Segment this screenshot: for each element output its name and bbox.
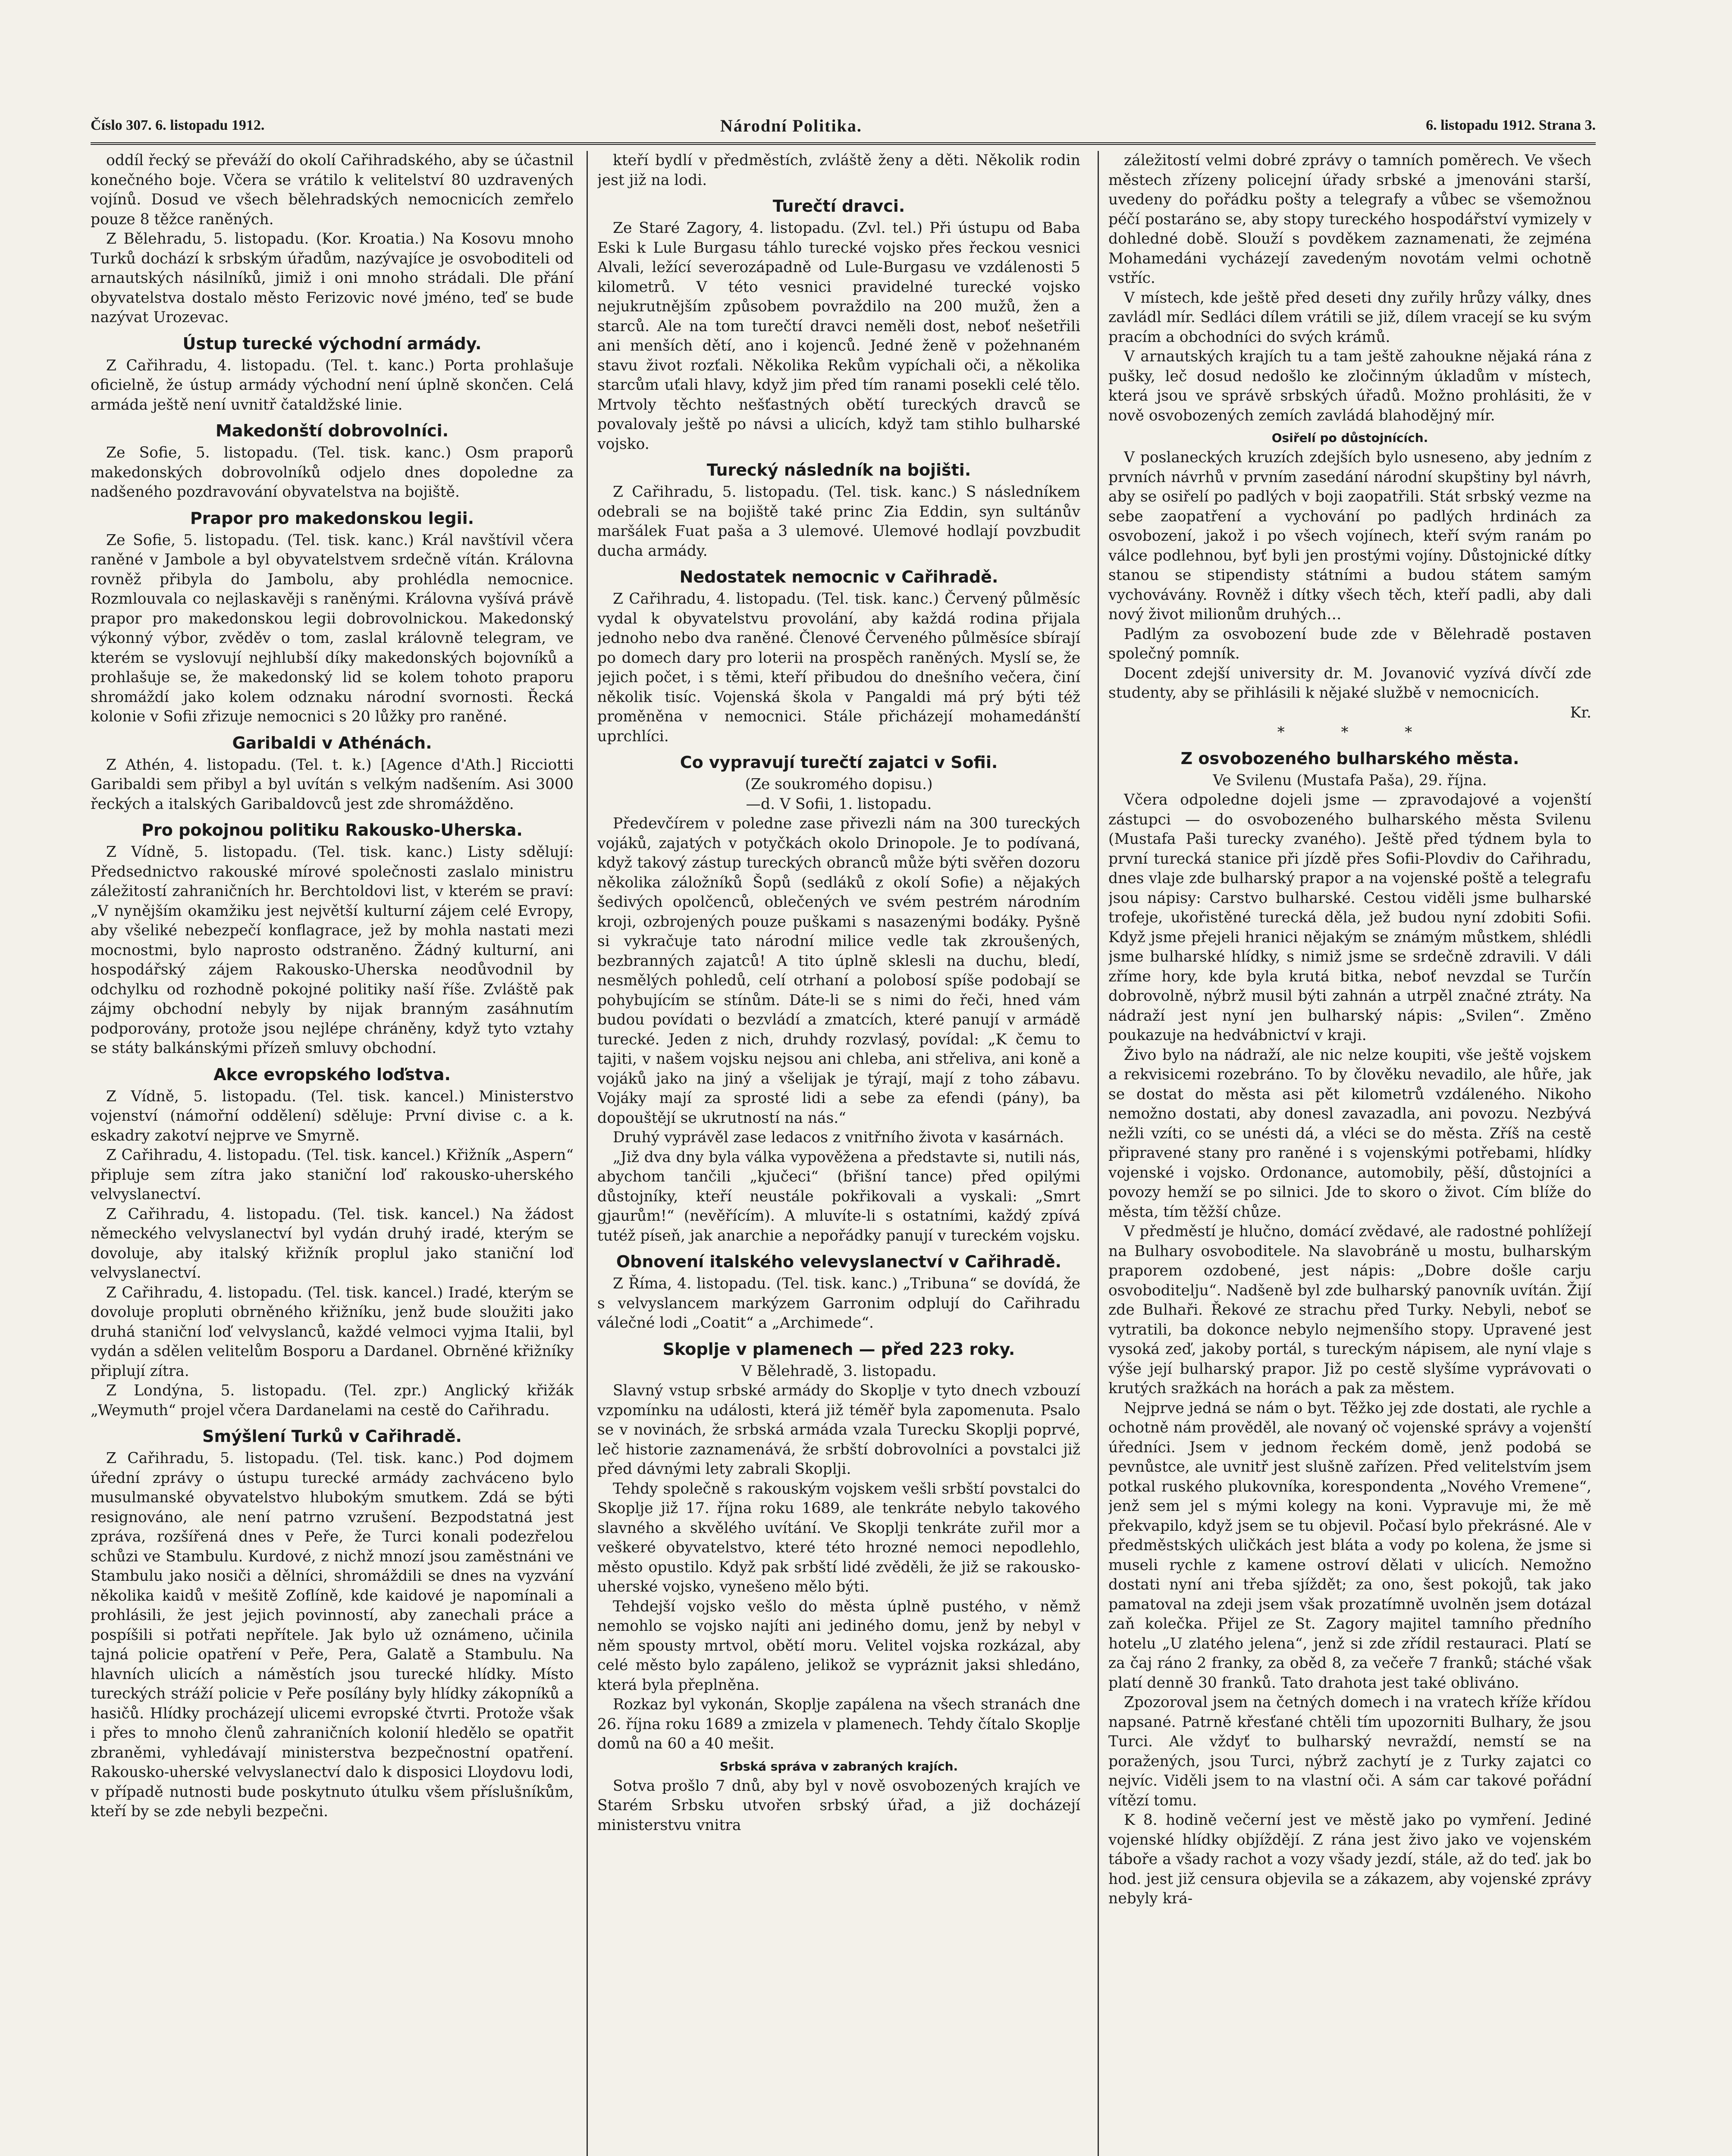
column-1 [91,151,574,2156]
article-text: Z Cařihradu, 4. listopadu. (Tel. t. kanc.) Porta prohlašuje oficielně, že ústup armády východní není úplně skončen. Celá armáda ještě není uvnitř čataldžské linie. [91,357,574,414]
article-text: Z Cařihradu, 4. listopadu. (Tel. tisk. kanc.) Červený půlměsíc vydal k obyvatelstvu provolání, aby každá rodina přijala jednoho nebo dva raněné. Členové Červeného půlměsíce sbírají po domech dary pro loterii na prospěch raněných. Myslí se, že jejich počet, i s těmi, kteří přibudou do dnešního večera, činí několik tisíc. Vojenská škola v Pangaldi má prý býti též proměněna v nemocnici. Stále přicházejí mohamedánští uprchlíci. [597,590,1080,745]
article-text: Ze Staré Zagory, 4. listopadu. (Zvl. tel.) Při ústupu od Baba Eski k Lule Burgasu táhlo turecké vojsko přes řeckou vesnici Alvali, ležící severozápadně od Lule-Burgasu ve vzdálenosti 5 kilometrů. V této vesnici pravidelné turecké vojsko nejukrutnějším způsobem povraždilo na 200 mužů, žen a starců. Ale na tom turečtí dravci neměli dost, neboť nešetřili ani menších dětí, ano i kojenců. Jedné ženě v požehnaném stavu život rozťali. Několika Rekům vypíchali oči, a několika starcům uťali hlavy, když jim před tím ranami posekli celé tělo. Mrtvoly těchto nešťastných obětí tureckých dravců se povalovaly ještě po návsi a ulicích, když tam stihlo bulharské vojsko. [597,219,1080,453]
article-text: Z Cařihradu, 5. listopadu. (Tel. tisk. kanc.) Pod dojmem úřední zprávy o ústupu turecké armády zachváceno bylo musulmanské obyvatelstvo hlubokým smutkem. Zdá se býti resignováno, ale není patrno vzrušení. Bezpodstatná jest zpráva, rozšířená dnes v Peře, že Turci konali podezřelou schůzi ve Stambulu. Kurdové, z nichž mnozí jsou zaměstnáni ve Stambulu jako nosiči a dělníci, shromáždili se dnes na vyzvání několika kaidů v mešitě Zoflíně, kde kaidové je napomínali a prohlásili, že jest jejich povinností, aby zanechali práce a pospíšili si potřati nepřítele. Jak bylo už oznámeno, učinila tajná policie opatření v Peře, Pera, Galatě a Stambulu. Na hlavních ulicích a náměstích jsou turecké hlídky. Místo tureckých stráží policie v Peře posílány byly hlídky zákopníků a hasičů. Hlídky procházejí ulicemi evropské čtvrti. Protože však i přes to mnoho členů zahraničních kolonií hledělo se opatřit zbraněmi, vyhledávají ministerstva bezpečnostní opatření. Rakousko-uherské velvyslanectví dalo k disposici Lloydovu lodi, v případě nutnosti bude poskytnuto útulku všem příslušníkům, kteří by se zde nebyli bezpečni. [91,1450,574,1820]
newspaper-page [91,112,1596,2156]
article-heading: Skoplje v plamenech — před 223 roky. [662,1339,1015,1359]
author-signature: Kr. [1570,704,1591,721]
issue-number: Číslo 307. 6. listopadu 1912. [91,117,265,133]
page-number: 6. listopadu 1912. Strana 3. [1426,117,1596,133]
article-text: Sotva prošlo 7 dnů, aby byl v nově osvobozených krajích ve Starém Srbsku utvořen srbský úřad, a již docházejí ministerstvu vnitra [597,1777,1080,1834]
column-2 [597,151,1080,2156]
article-heading: Makedonští dobrovolníci. [215,421,449,440]
article-subheading: Osiřelí po důstojnících. [1271,431,1428,445]
article-text: Včera odpoledne dojeli jsme — zpravodajové a vojenští zástupci — do osvobozeného bulharského města Svilenu (Mustafa Paši turecky zvaného). Ještě před týdnem byla to první turecká stanice při jízdě přes Sofii-Plovdiv do Cařihradu, dnes vlaje zde bulharský prapor a na vojenské poště a telegrafu jsou nápisy: Carstvo bulharské. Cestou viděli jsme bulharské trofeje, ukořistěné turecká děla, jež budou nyní zdobiti Sofii. Když jsme přejeli hranici nějakým se známým můstkem, shlédli jsme bulharské hlídky, s nimiž jsme se srdečně zdravili. V dáli zříme hory, kde byla krutá bitka, neboť nevzdal se Turčín dobrovolně, nýbrž musil býti zahnán a utrpěl značné ztráty. Na nádraží jest nyní jen bulharský nápis: „Svilen“. Změno poukazuje na hedvábnictví v kraji. [1108,791,1591,1044]
article-text: Ze Sofie, 5. listopadu. (Tel. tisk. kanc.) Král navštívil včera raněné v Jambole a byl obyvatelstvem srdečně vítán. Královna rovněž přibyla do Jambolu, aby prohlédla nemocnice. Rozmlouvala co nejlaskavěji s raněnými. Královna vyšívá právě prapor pro makedonskou legii dobrovolnickou. Makedonský výkonný výbor, zvěděv o tom, zaslal královně telegram, ve kterém se vyslovují nejhlubší díky makedonských bojovníků a prohlašuje se, že makedonský lid se kolem tohoto praporu shromáždí jako kolem odznaku národní svornosti. Řecká kolonie v Sofii zřizuje nemocnici s 20 lůžky pro raněné. [91,531,574,725]
article-text: Slavný vstup srbské armády do Skoplje v tyto dnech vzbouzí vzpomínku na události, která již téměř byla zapomenuta. Psalo se v novinách, že srbská armáda vzala Turecku Skoplji poprvé, leč historie zaznamenává, že srbští dobrovolníci a povstalci již před dávnými lety zabrali Skoplji. [597,1382,1080,1478]
article-heading: Garibaldi v Athénách. [232,733,432,752]
article-text: oddíl řecký se převáží do okolí Cařihradského, aby se účastnil konečného boje. Včera se vrátilo k velitelství 80 uzdravených vojínů. Dosud ve všech bělehradských nemocnicích zemřelo pouze 8 těžce raněných. [91,152,574,228]
article-text: Z Cařihradu, 5. listopadu. (Tel. tisk. kanc.) S následníkem odebrali se na bojiště také princ Zia Eddin, syn sultánův maršálek Fuat paša a 3 ulemové. Ulemové hodlají povzbudit ducha armády. [597,483,1080,560]
article-text: Padlým za osvobození bude zde v Bělehradě postaven společný pomník. [1108,625,1591,662]
section-separator: * * * [1277,724,1438,741]
article-text: Tehdy společně s rakouským vojskem vešli srbští povstalci do Skoplje již 17. října roku 1689, ale tenkráte nebylo takového slavného a skvělého uvítání. Ve Skoplji tenkráte zuřil mor a veškeré obyvatelstvo, které této hrozné nemoci nepodlehlo, město opustilo. Když pak srbští lidé zvěděli, že již se rakousko-uherské vojsko, vynešeno mělo býti. [597,1480,1080,1595]
column-3 [1108,151,1591,2156]
article-heading: Ústup turecké východní armády. [182,334,482,353]
article-text: V místech, kde ještě před deseti dny zuřily hrůzy války, dnes zavládl mír. Sedláci dílem vrátili se již, dílem vracejí se ku svým pracím a obchodníci do svých krámů. [1108,289,1591,346]
article-text: Z Vídně, 5. listopadu. (Tel. tisk. kanc.) Listy sdělují: Předsednictvo rakouské mírové společnosti zaslalo ministru záležitostí zahraničních hr. Berchtoldovi list, v kterém se praví: „V nynějším okamžiku jest největší kulturní zájem celé Evropy, aby všeliké nebezpečí konflagrace, jež by mohla nastati mezi mocnostmi, bylo naprosto odstraněno. Žádný kulturní, ani hospodářský zájem Rakousko-Uherska neodůvodnil by odchylku od rozhodně pokojné politiky naší říše. Zvláště pak zájmy obchodní nebyly by nijak branným zasáhnutím podporovány, protože jsou nejlépe chráněny, když tyto vztahy se státy balkánskými přízeň smluvy obchodní. [91,843,574,1057]
article-text: Druhý vyprávěl zase ledacos z vnitřního života v kasárnách. [613,1129,1064,1146]
article-text: „Již dva dny byla válka vypověžena a představte si, nutili nás, abychom tančili „kjučeci“ (břišní tance) před opilými důstojníky, kteří neustále pokřikovali a vyskali: „Smrt gjaurům!“ (nevěřícím). A mluvíte-li s ostatními, každý zpívá tutéž píseň, jak anarchie a nepořádky panují v tureckém vojsku. [597,1148,1080,1244]
article-text: Ze Sofie, 5. listopadu. (Tel. tisk. kanc.) Osm praporů makedonských dobrovolníků odjelo dnes dopoledne za nadšeného pozdravování obyvatelstva na bojiště. [91,444,574,501]
article-text: Z Bělehradu, 5. listopadu. (Kor. Kroatia.) Na Kosovu mnoho Turků dochází k srbským úřadům, nazývajíce je osvoboditeli od arnautských násilníků, jimiž i oni mnoho strádali. Dle přání obyvatelstva dostalo město Ferizovic nové jméno, teď se bude nazývat Urozevac. [91,230,574,326]
article-heading: Co vypravují turečtí zajatci v Sofii. [680,753,998,772]
article-heading: Smýšlení Turků v Cařihradě. [202,1427,462,1446]
article-text: Z Cařihradu, 4. listopadu. (Tel. tisk. kancel.) Iradé, kterým se dovoluje propluti obrněného křižníku, jenž bude sloužiti jako druhá staniční loď velvyslanců, každé velmoci vyjma Italii, byl vydán a sdělen velitelům Bosporu a Dardanel. Obrněné křižníky připlují zítra. [91,1284,574,1380]
article-heading: Prapor pro makedonskou legii. [190,508,474,528]
article-text: kteří bydlí v předměstích, zvláště ženy a děti. Několik rodin jest již na lodi. [597,152,1080,189]
article-text: Z Londýna, 5. listopadu. (Tel. zpr.) Anglický křižák „Weymuth“ projel včera Dardanelami na cestě do Cařihradu. [91,1382,574,1419]
newspaper-title: Národní Politika. [720,116,862,135]
dateline: V Bělehradě, 3. listopadu. [741,1362,937,1380]
article-subheading: Srbská správa v zabraných krajích. [719,1759,958,1774]
article-text: Docent zdejší university dr. M. Jovanović vyzívá dívčí zde studenty, aby se přihlásili k nějaké službě v nemocnicích. [1108,664,1591,702]
article-text: Z Athén, 4. listopadu. (Tel. t. k.) [Agence d'Ath.] Ricciotti Garibaldi sem přibyl a byl uvítán s velkým nadšením. Asi 3000 řeckých a italských Garibaldovců jest zde shromážděno. [91,756,574,813]
article-text: V poslaneckých kruzích zdejších bylo usneseno, aby jedním z prvních návrhů v prvním zasedání národní skupštiny byl návrh, aby se osiřelí po padlých v boji zaopatřili. Stát srbský vezme na sebe zaopatření a vychování po padlých hrdinách za osvobození, jakož i po všech vojínech, kteří svým ranám po válce podlehnou, byť byli jen prostými vojíny. Důstojnické dítky stanou se stipendisty státními a budou státem samým vychovávány. Rovněž i dítky všech těch, kteří padli, aby dali nový život milionům druhých… [1108,449,1591,623]
article-text: K 8. hodině večerní jest ve městě jako po vymření. Jediné vojenské hlídky objíždějí. Z rána jest živo jako ve vojenském táboře a všady rachot a vozy všady jezdí, stále, až do teď. jak bo hod. jest již censura objevila se a zákazem, aby vojenské zprávy nebyly krá- [1108,1811,1591,1907]
article-text: V arnautských krajích tu a tam ještě zahoukne nějaká rána z pušky, leč dosud nedošlo ke zločinným úkladům v místech, která jsou ve správě srbských úřadů. Možno prohlásiti, že v nově osvobozených zemích zavládá blahodějný mír. [1108,348,1591,424]
article-text: Nejprve jedná se nám o byt. Těžko jej zde dostati, ale rychle a ochotně nám prověděl, ale novaný oč vojenské správy a vojenští úředníci. Jsem v jednom řeckém domě, jenž podobá se pevnůstce, ale uvnitř jest slušně zařízen. Před velitelstvím jsem potkal ruského plukovníka, korespondenta „Nového Vremene“, jenž sem jel s mými kolegy na koni. Vypravuje mi, že mě překvapilo, když jsem se tu objevil. Počasí bylo překrásné. Ale v předměstských uličkách jest bláta a vody po kolena, že jsme si museli rychle z kamene ostroví dělati v ulicích. Nemožno dostati nyní ani třeba sjíždět; za ono, šest pokojů, tak jako pamatoval na zdeji jsem však prozatímně uvolněn jsem dotázal zaň kolečka. Přijel ze St. Zagory majitel tamního předního hotelu „U zlatého jelena“, jenž si zde zřídil restauraci. Platí se za čaj ráno 2 franky, za oběd 8, za večeře 7 franků; stáché však platí denně 30 franků. Tato drahota jest také obliváno. [1108,1399,1591,1692]
article-text: Z Říma, 4. listopadu. (Tel. tisk. kanc.) „Tribuna“ se dovídá, že s velvyslancem markýzem Garronim odplují do Cařihradu válečné lodi „Coatit“ a „Archimede“. [597,1275,1080,1332]
article-text: V předměstí je hlučno, domácí zvědavé, ale radostné pohlížejí na Bulhary osvoboditele. Na slavobráně u mostu, bulharským praporem ozdobené, jest nápis: „Dobre došle carju osvoboditelju“. Nadšeně byl zde bulharský panovník uvítán. Žijí zde Bulhaři. Řekové ze strachu před Turky. Nebyli, neboť se vytratili, ba dokonce nebylo nejmenšího stopy. Upravené jest vysoká zeď, jakoby portál, s tureckým nápisem, ale nyní vlaje s výše její bulharský prapor. Již po cestě slyšíme vyprávovati o krutých sražkách na horách a pak za městem. [1108,1223,1591,1397]
article-heading: Pro pokojnou politiku Rakousko-Uherska. [141,821,523,840]
dateline: —d. V Sofii, 1. listopadu. [746,795,932,813]
column-divider [1098,151,1099,2156]
article-text: Z Cařihradu, 4. listopadu. (Tel. tisk. kancel.) Křižník „Aspern“ připluje sem zítra jako staniční loď rakousko-uherského velvyslanectví. [91,1147,574,1203]
article-text: Rozkaz byl vykonán, Skoplje zapálena na všech stranách dne 26. října roku 1689 a zmizela v plamenech. Tehdy čítalo Skoplje domů na 60 a 40 mešit. [597,1696,1080,1752]
article-subtitle: (Ze soukromého dopisu.) [745,776,933,793]
article-text: Z Vídně, 5. listopadu. (Tel. tisk. kancel.) Ministerstvo vojenství (námořní oddělení) sděluje: První divise c. a k. eskadry zakotví nejprve ve Smyrně. [91,1087,574,1144]
article-heading: Akce evropského loďstva. [213,1065,451,1084]
dateline: Ve Svilenu (Mustafa Paša), 29. října. [1213,771,1487,789]
article-heading: Nedostatek nemocnic v Cařihradě. [679,567,998,586]
article-text: Předevčírem v poledne zase přivezli nám na 300 tureckých vojáků, zajatých v potyčkách okolo Drinopole. Je to podívaná, když takový zástup tureckých obranců může býti svěřen dozoru několika záložníků Šopů (sedláků z okolí Sofie) a nějakých šedivých opolčenců, oblečených ve svém pestrém národním kroji, ozbrojených pouze puškami s nasazenými bodáky. Pyšně si vykračuje tato národní milice vedle tak zkroušených, bezbranných zajatců! A tito úplně sklesli na duchu, bledí, nesmělých pohledů, celí otrhaní a polobosí spíše podobají se pohybujícím se stínům. Dáte-li se s nimi do řeči, hned vám budou povídati o bezvládí a zmatcích, které panují v armádě turecké. Jeden z nich, druhdy rozvlasý, povídal: „K čemu to tajiti, v našem vojsku nejsou ani chleba, ani střeliva, ani koně a vojáků jako na jiný a všelijak je týrají, mají z toho zábavu. Vojáky mají za sprosté lidi a sebe za efendi (pány), ba dopouštějí se ukrutností na nás.“ [597,815,1080,1127]
article-text: Z Cařihradu, 4. listopadu. (Tel. tisk. kancel.) Na žádost německého velvyslanectví byl vydán druhý iradé, kterým se dovoluje, aby italský křižník proplul jako staniční loď velvyslanectví. [91,1205,574,1282]
article-heading: Turecký následník na bojišti. [706,461,971,479]
article-text: Tehdejší vojsko vešlo do města úplně pustého, v němž nemohlo se vojsko najíti ani jediného domu, jenž by nebyl v něm spousty mrtvol, obětí moru. Velitel vojska rozkázal, aby celé město bylo zapáleno, jelikož se vypráznit jaksi shledáno, která byla přeplněna. [597,1598,1080,1694]
article-heading: Obnovení italského velevyslanectví v Cařihradě. [616,1252,1062,1271]
column-divider [587,151,588,2156]
article-text: záležitostí velmi dobré zprávy o tamních poměrech. Ve všech městech zřízeny policejní úřady srbské a jmenováni starší, uvedeny do pořádku pošty a telegrafy a vůbec se všemožnou péčí postaráno se, aby stopy tureckého hospodářství vymizely v dohledné době. Slouží s povděkem zaznamenati, že zejména Mohamedáni vycházejí zavedeným novotám velmi ochotně vstříc. [1108,152,1591,287]
article-heading: Z osvobozeného bulharského města. [1180,749,1519,768]
article-text: Živo bylo na nádraží, ale nic nelze koupiti, vše ještě vojskem a rekvisicemi rozebráno. To by člověku nevadilo, ale hůře, jak se dostat do města asi pět kilometrů vzdáleného. Nikoho nemožno dostati, aby donesl zavazadla, ani povozu. Nezbývá nežli vzíti, co se unésti dá, a vléci se do města. Zříš na cestě připravené stany pro raněné i s vojenskými potřebami, hlídky vojenské i vojsko. Ordonance, automobily, pěší, důstojníci a povozy hemží se po silnici. Jde to skoro o život. Cím blíže do města, tím těžší chůze. [1108,1046,1591,1221]
article-text: Zpozoroval jsem na četných domech i na vratech kříže křídou napsané. Patrně křesťané chtěli tím upozorniti Bulhary, že jsou Turci. Ale vždyť to bulharský nevraždí, nemstí se na poražených, jsou Turci, nýbrž zachytí je z Turky zajatci co nejvíc. Viděli jsem to na vlastní oči. A sám car takové pořádní vítězí tomu. [1108,1694,1591,1809]
article-heading: Turečtí dravci. [772,197,905,216]
page-header [91,112,1596,145]
